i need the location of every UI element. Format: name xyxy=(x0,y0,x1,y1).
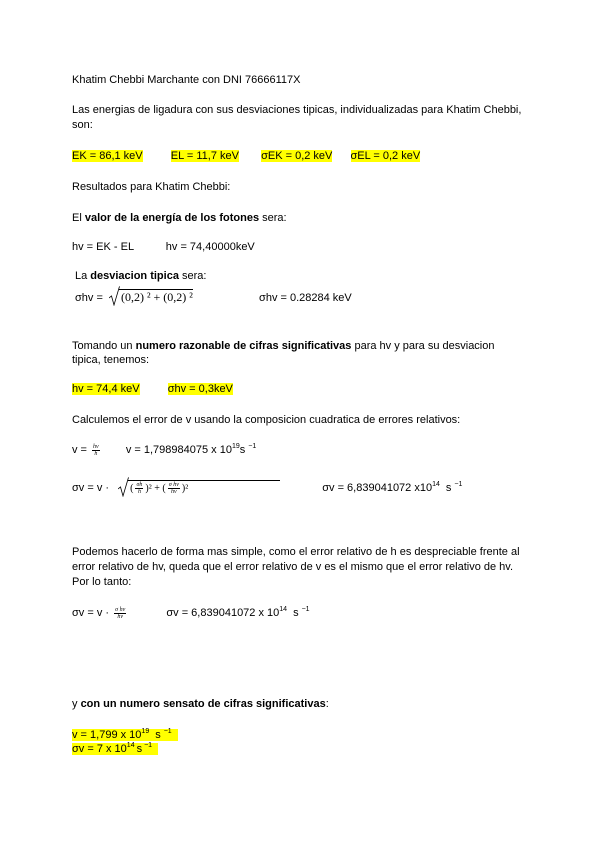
sigma-hv-fraction xyxy=(168,482,180,495)
v-unit: s xyxy=(239,444,246,456)
final-v-unit-exponent: −1 xyxy=(163,728,172,735)
v-frac-denominator: h xyxy=(94,450,98,457)
v-label: v = xyxy=(72,444,87,456)
sigma-hv-radicand: (0,2) ² + (0,2) ² xyxy=(120,290,193,304)
simple-method-line-3: Por lo tanto: xyxy=(72,576,132,588)
deviation-bold-text: desviacion tipica xyxy=(90,270,179,282)
sigma-v-row xyxy=(72,480,462,496)
sqrt-expression xyxy=(109,289,193,305)
hv-formula-row xyxy=(72,240,255,254)
rounded-values-row xyxy=(72,382,233,396)
sigma-hv-denominator: hv xyxy=(170,489,177,496)
sigma-h-denominator: h xyxy=(137,489,141,496)
sigma-v-value: σv = 6,839041072 x10 xyxy=(322,482,433,494)
final-sigma-v-unit: s xyxy=(136,743,143,755)
v-unit-exponent: −1 xyxy=(248,443,257,450)
document-header: Khatim Chebbi Marchante con DNI 76666117X xyxy=(72,74,301,86)
final-sigma-v-unit-exponent: −1 xyxy=(144,742,153,749)
final-suffix: : xyxy=(325,698,329,710)
sigma-hv-row xyxy=(75,289,352,305)
energy-prefix: El xyxy=(72,212,85,224)
sigma-v-simple-exponent: 14 xyxy=(279,606,288,613)
v-frac-numerator: hv xyxy=(93,443,99,450)
hv-formula: hv = EK - EL xyxy=(72,241,134,253)
sigma-el-value: σEL = 0,2 keV xyxy=(350,150,421,162)
v-fraction xyxy=(92,444,100,457)
final-bold-text: con un numero sensato de cifras significativas xyxy=(80,698,326,710)
intro-text-line-2: son: xyxy=(72,119,93,131)
final-v-unit: s xyxy=(155,729,161,741)
sigma-hv-numerator: σ hv xyxy=(168,482,179,489)
sigma-v-exponent: 14 xyxy=(432,481,440,488)
sigma-v-simple-fraction xyxy=(114,607,126,620)
deviation-statement xyxy=(75,269,206,283)
sig-figs-prefix: Tomando un xyxy=(72,340,136,352)
final-prefix: y xyxy=(72,698,81,710)
v-exponent: 19 xyxy=(231,443,240,450)
energy-statement xyxy=(72,211,287,225)
sig-figs-suffix: para hv y para su desviacion xyxy=(351,340,495,352)
sig-figs-line-2: tipica, tenemos: xyxy=(72,354,150,366)
deviation-suffix: sera: xyxy=(178,270,207,282)
binding-energies-row xyxy=(72,149,420,163)
sigma-v-unit: s xyxy=(445,482,452,494)
sigma-ek-value: σEK = 0,2 keV xyxy=(261,150,333,162)
final-sigma-v-highlight xyxy=(72,743,158,755)
sigma-v-simple-row xyxy=(72,606,310,620)
energy-suffix: sera: xyxy=(259,212,287,224)
sigma-v-simple-denominator: hv xyxy=(117,613,123,620)
v-formula-row xyxy=(72,443,256,457)
sigma-v-simple-value: σv = 6,839041072 x 10 xyxy=(166,607,280,619)
final-v-value: v = 1,799 x 10 xyxy=(72,729,142,741)
final-statement xyxy=(72,697,329,711)
final-v-exponent: 19 xyxy=(141,728,150,735)
sig-figs-line-1 xyxy=(72,339,495,353)
sigma-v-simple-label: σv = v · xyxy=(72,607,110,619)
radical-sign xyxy=(109,286,120,306)
sigma-hv-rounded: σhv = 0,3keV xyxy=(167,383,233,395)
radical-sign xyxy=(118,477,129,497)
final-sigma-v-exponent: 14 xyxy=(126,742,135,749)
sigma-v-simple-unit-exponent: −1 xyxy=(301,606,310,613)
sigma-hv-value: σhv = 0.28284 keV xyxy=(259,292,352,304)
final-sigma-v-value: σv = 7 x 10 xyxy=(72,743,127,755)
sigma-v-sqrt xyxy=(118,480,288,496)
final-v-highlight xyxy=(72,729,178,741)
hv-rounded: hv = 74,4 keV xyxy=(72,383,140,395)
ek-value: EK = 86,1 keV xyxy=(72,150,143,162)
sigma-h-numerator: σh xyxy=(136,482,143,489)
sig-figs-bold-text: numero razonable de cifras significativas xyxy=(135,340,352,352)
sigma-v-radicand: ( $\frac{\sigma h}{h}$ )² + ( $\frac{\text{σ hv}}{hv}$ )² xyxy=(128,480,280,496)
results-heading: Resultados para Khatim Chebbi: xyxy=(72,181,231,193)
deviation-prefix: La xyxy=(75,270,91,282)
calc-statement: Calculemos el error de v usando la composicion cuadratica de errores relativos: xyxy=(72,414,461,426)
final-sigma-v-row xyxy=(72,742,158,756)
sigma-v-simple-unit: s xyxy=(293,607,299,619)
hv-value: hv = 74,40000keV xyxy=(165,241,255,253)
sigma-v-unit-exponent: −1 xyxy=(454,481,463,488)
sigma-hv-label: σhv = xyxy=(75,292,103,304)
v-value: v = 1,798984075 x 10 xyxy=(125,444,232,456)
el-value: EL = 11,7 keV xyxy=(170,150,239,162)
energy-bold-text: valor de la energía de los fotones xyxy=(84,212,260,224)
simple-method-line-2: error relativo de hv, queda que el error relativo de v es el mismo que el error relativo de hv. xyxy=(72,561,514,573)
final-v-row xyxy=(72,728,178,742)
sigma-h-fraction xyxy=(135,482,143,495)
intro-text-line-1: Las energias de ligadura con sus desviaciones tipicas, individualizadas para Khatim Chebbi, xyxy=(72,104,522,116)
sigma-v-label: σv = v · xyxy=(72,482,110,494)
sigma-v-simple-numerator: σ hv xyxy=(115,606,126,613)
simple-method-line-1: Podemos hacerlo de forma mas simple, como el error relativo de h es despreciable frente al xyxy=(72,546,520,558)
